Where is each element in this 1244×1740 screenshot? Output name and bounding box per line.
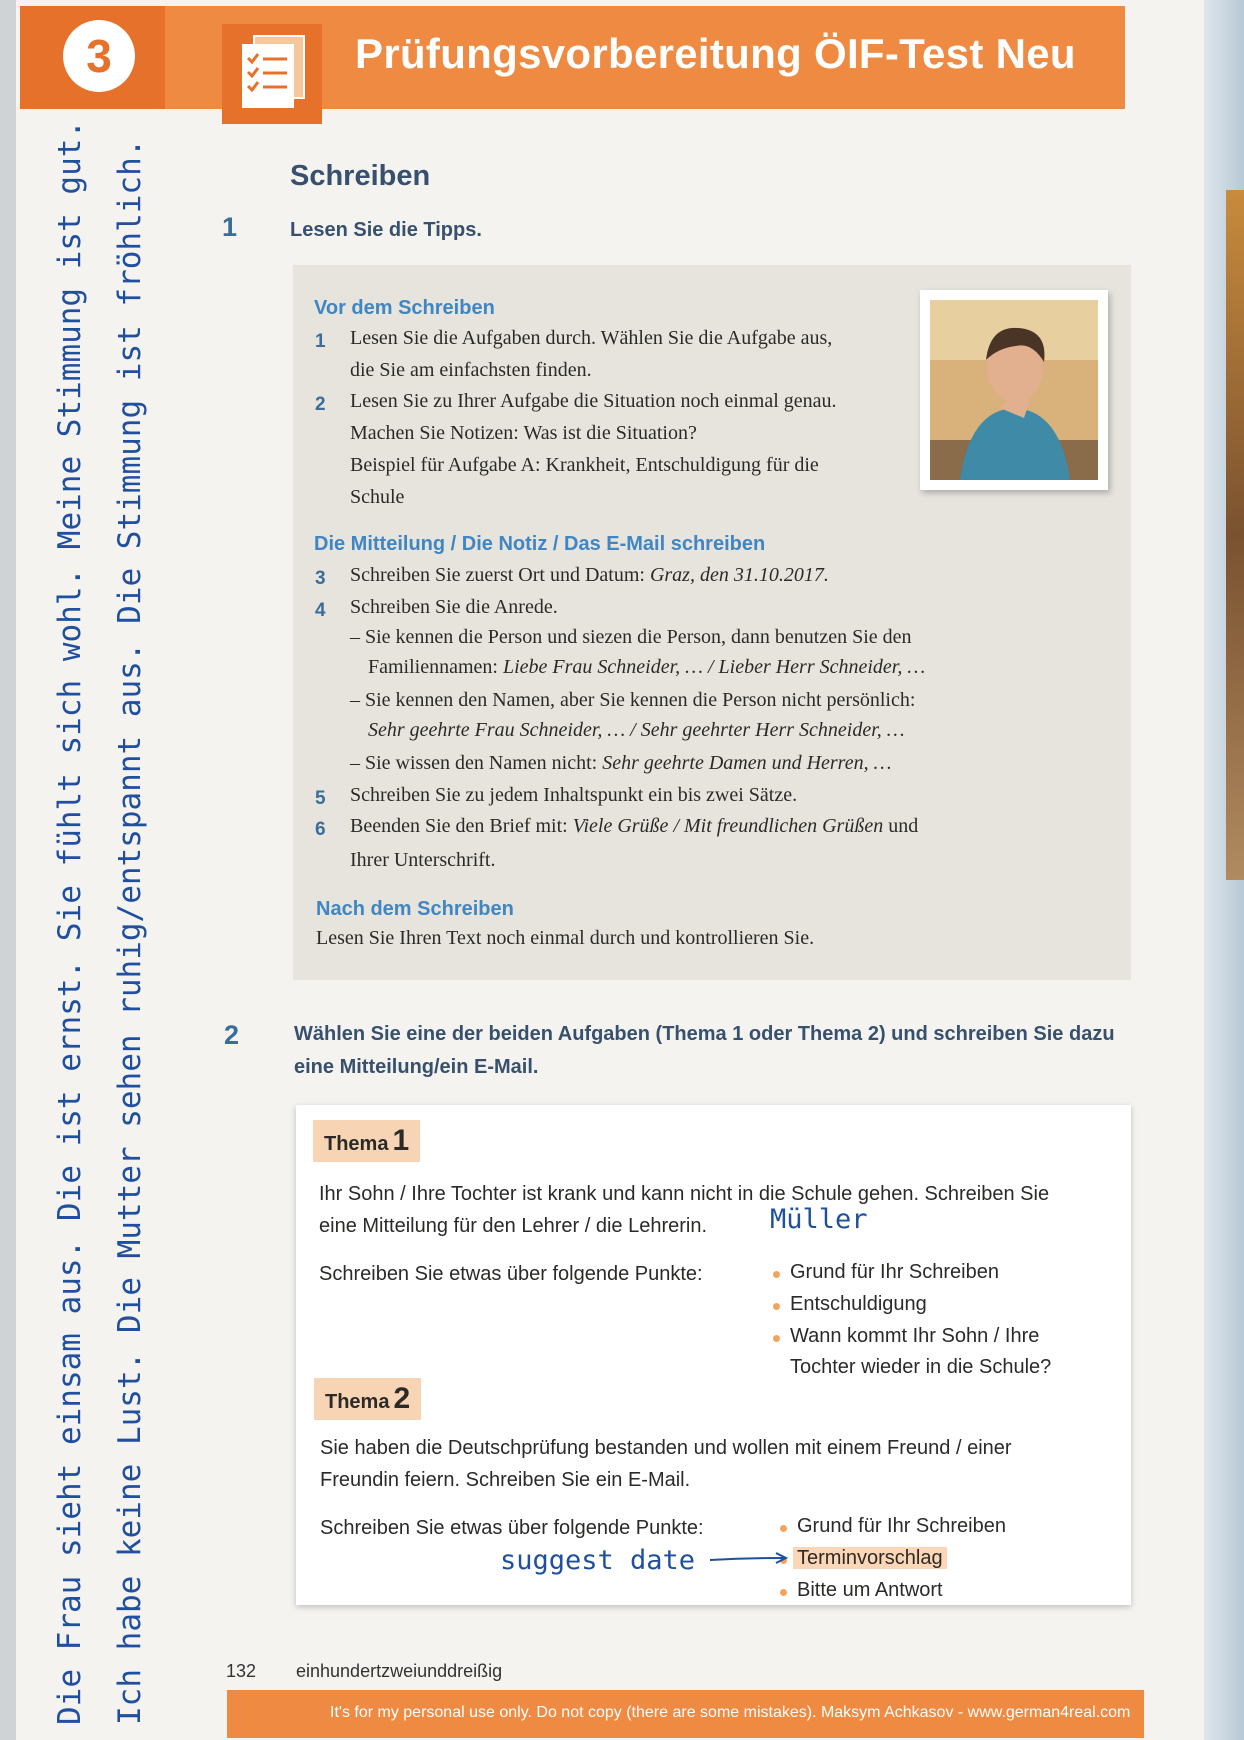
tip-text: Lesen Sie die Aufgaben durch. Wählen Sie die Aufgabe aus,	[350, 327, 833, 349]
handwritten-translation: suggest date	[500, 1545, 696, 1576]
bullet-dot	[773, 1303, 780, 1310]
handwritten-name: Müller	[770, 1204, 868, 1235]
tip-text: Beenden Sie den Brief mit: Viele Grüße / Mit freundlichen Grüßen und	[350, 815, 919, 837]
thema-1-point: Tochter wieder in die Schule?	[790, 1356, 1052, 1378]
tip-number: 2	[315, 394, 326, 415]
bullet-dot	[773, 1335, 780, 1342]
page-title: Prüfungsvorbereitung ÖIF-Test Neu	[355, 30, 1076, 77]
next-page-edge	[1226, 190, 1244, 880]
tip-text: Schule	[350, 486, 405, 508]
tip-text: die Sie am einfachsten finden.	[350, 359, 592, 381]
tip-text: Schreiben Sie zuerst Ort und Datum: Graz, den 31.10.2017.	[350, 564, 829, 586]
tip-text: Beispiel für Aufgabe A: Krankheit, Entschuldigung für die	[350, 454, 819, 476]
handwritten-note-left: Die Frau sieht einsam aus. Die ist ernst. Sie fühlt sich wohl. Meine Stimmung ist gut.	[52, 119, 88, 1725]
tip-text: Ihrer Unterschrift.	[350, 849, 496, 871]
thema-1-label: Thema 1	[313, 1120, 420, 1162]
tip-text: Machen Sie Notizen: Was ist die Situation?	[350, 422, 697, 444]
tips-heading-writing: Die Mitteilung / Die Notiz / Das E-Mail schreiben	[314, 533, 766, 555]
task-instruction: Wählen Sie eine der beiden Aufgaben (Thema 1 oder Thema 2) und schreiben Sie dazu	[294, 1023, 1115, 1045]
handwritten-arrow-icon	[708, 1548, 790, 1568]
handwritten-note-right: Ich habe keine Lust. Die Mutter sehen ruhig/entspannt aus. Die Stimmung ist fröhlich.	[112, 138, 148, 1725]
tip-subitem: – Sie kennen den Namen, aber Sie kennen die Person nicht persönlich:	[350, 689, 916, 711]
copyright-watermark: It's for my personal use only. Do not copy (there are some mistakes). Maksym Achkasov - www.german4real.com	[330, 1704, 1131, 1721]
tips-heading-after: Nach dem Schreiben	[316, 898, 514, 920]
thema-2-text: Sie haben die Deutschprüfung bestanden und wollen mit einem Freund / einer	[320, 1437, 1012, 1459]
tip-number: 4	[315, 600, 326, 621]
tip-subitem: Sehr geehrte Frau Schneider, … / Sehr geehrter Herr Schneider, …	[368, 719, 905, 741]
tip-subitem: – Sie kennen die Person und siezen die Person, dann benutzen Sie den	[350, 626, 912, 648]
section-title: Schreiben	[290, 160, 431, 192]
thema-2-text: Freundin feiern. Schreiben Sie ein E-Mail.	[320, 1469, 691, 1491]
thema-2-point: Grund für Ihr Schreiben	[797, 1515, 1006, 1537]
tip-number: 5	[315, 788, 326, 809]
page-gutter	[0, 0, 16, 1740]
tip-number: 6	[315, 819, 326, 840]
chapter-number: 3	[63, 20, 135, 92]
task-number: 2	[224, 1020, 240, 1050]
bullet-dot	[773, 1271, 780, 1278]
thema-1-text: eine Mitteilung für den Lehrer / die Lehrerin.	[319, 1215, 708, 1237]
student-photo	[920, 290, 1108, 490]
thema-1-text: Ihr Sohn / Ihre Tochter ist krank und kann nicht in die Schule gehen. Schreiben Sie	[319, 1183, 1050, 1205]
thema-2-label: Thema 2	[314, 1378, 421, 1420]
task-number: 1	[222, 212, 238, 242]
tip-text: Lesen Sie Ihren Text noch einmal durch und kontrollieren Sie.	[316, 927, 815, 949]
thema-1-point: Grund für Ihr Schreiben	[790, 1261, 999, 1283]
tip-number: 1	[315, 331, 326, 352]
checklist-icon	[222, 24, 322, 124]
tip-subitem: – Sie wissen den Namen nicht: Sehr geehrte Damen und Herren, …	[350, 752, 892, 774]
tips-heading-before: Vor dem Schreiben	[314, 297, 495, 319]
page-number-words: einhundertzweiunddreißig	[296, 1661, 503, 1681]
thema-1-points-label: Schreiben Sie etwas über folgende Punkte:	[319, 1263, 703, 1285]
tip-number: 3	[315, 568, 326, 589]
tip-subitem: Familiennamen: Liebe Frau Schneider, … / Lieber Herr Schneider, …	[368, 656, 926, 678]
thema-1-point: Wann kommt Ihr Sohn / Ihre	[790, 1325, 1040, 1347]
task-instruction: eine Mitteilung/ein E-Mail.	[294, 1056, 539, 1078]
thema-2-point: Terminvorschlag	[793, 1542, 947, 1574]
tip-text: Schreiben Sie zu jedem Inhaltspunkt ein bis zwei Sätze.	[350, 784, 798, 806]
bullet-dot	[780, 1525, 787, 1532]
bullet-dot	[780, 1589, 787, 1596]
thema-2-points-label: Schreiben Sie etwas über folgende Punkte:	[320, 1517, 704, 1539]
tip-text: Lesen Sie zu Ihrer Aufgabe die Situation noch einmal genau.	[350, 390, 837, 412]
thema-2-point: Bitte um Antwort	[797, 1579, 943, 1601]
thema-1-point: Entschuldigung	[790, 1293, 927, 1315]
task-instruction: Lesen Sie die Tipps.	[290, 219, 482, 241]
page-number: 132	[226, 1661, 257, 1681]
tip-text: Schreiben Sie die Anrede.	[350, 596, 558, 618]
